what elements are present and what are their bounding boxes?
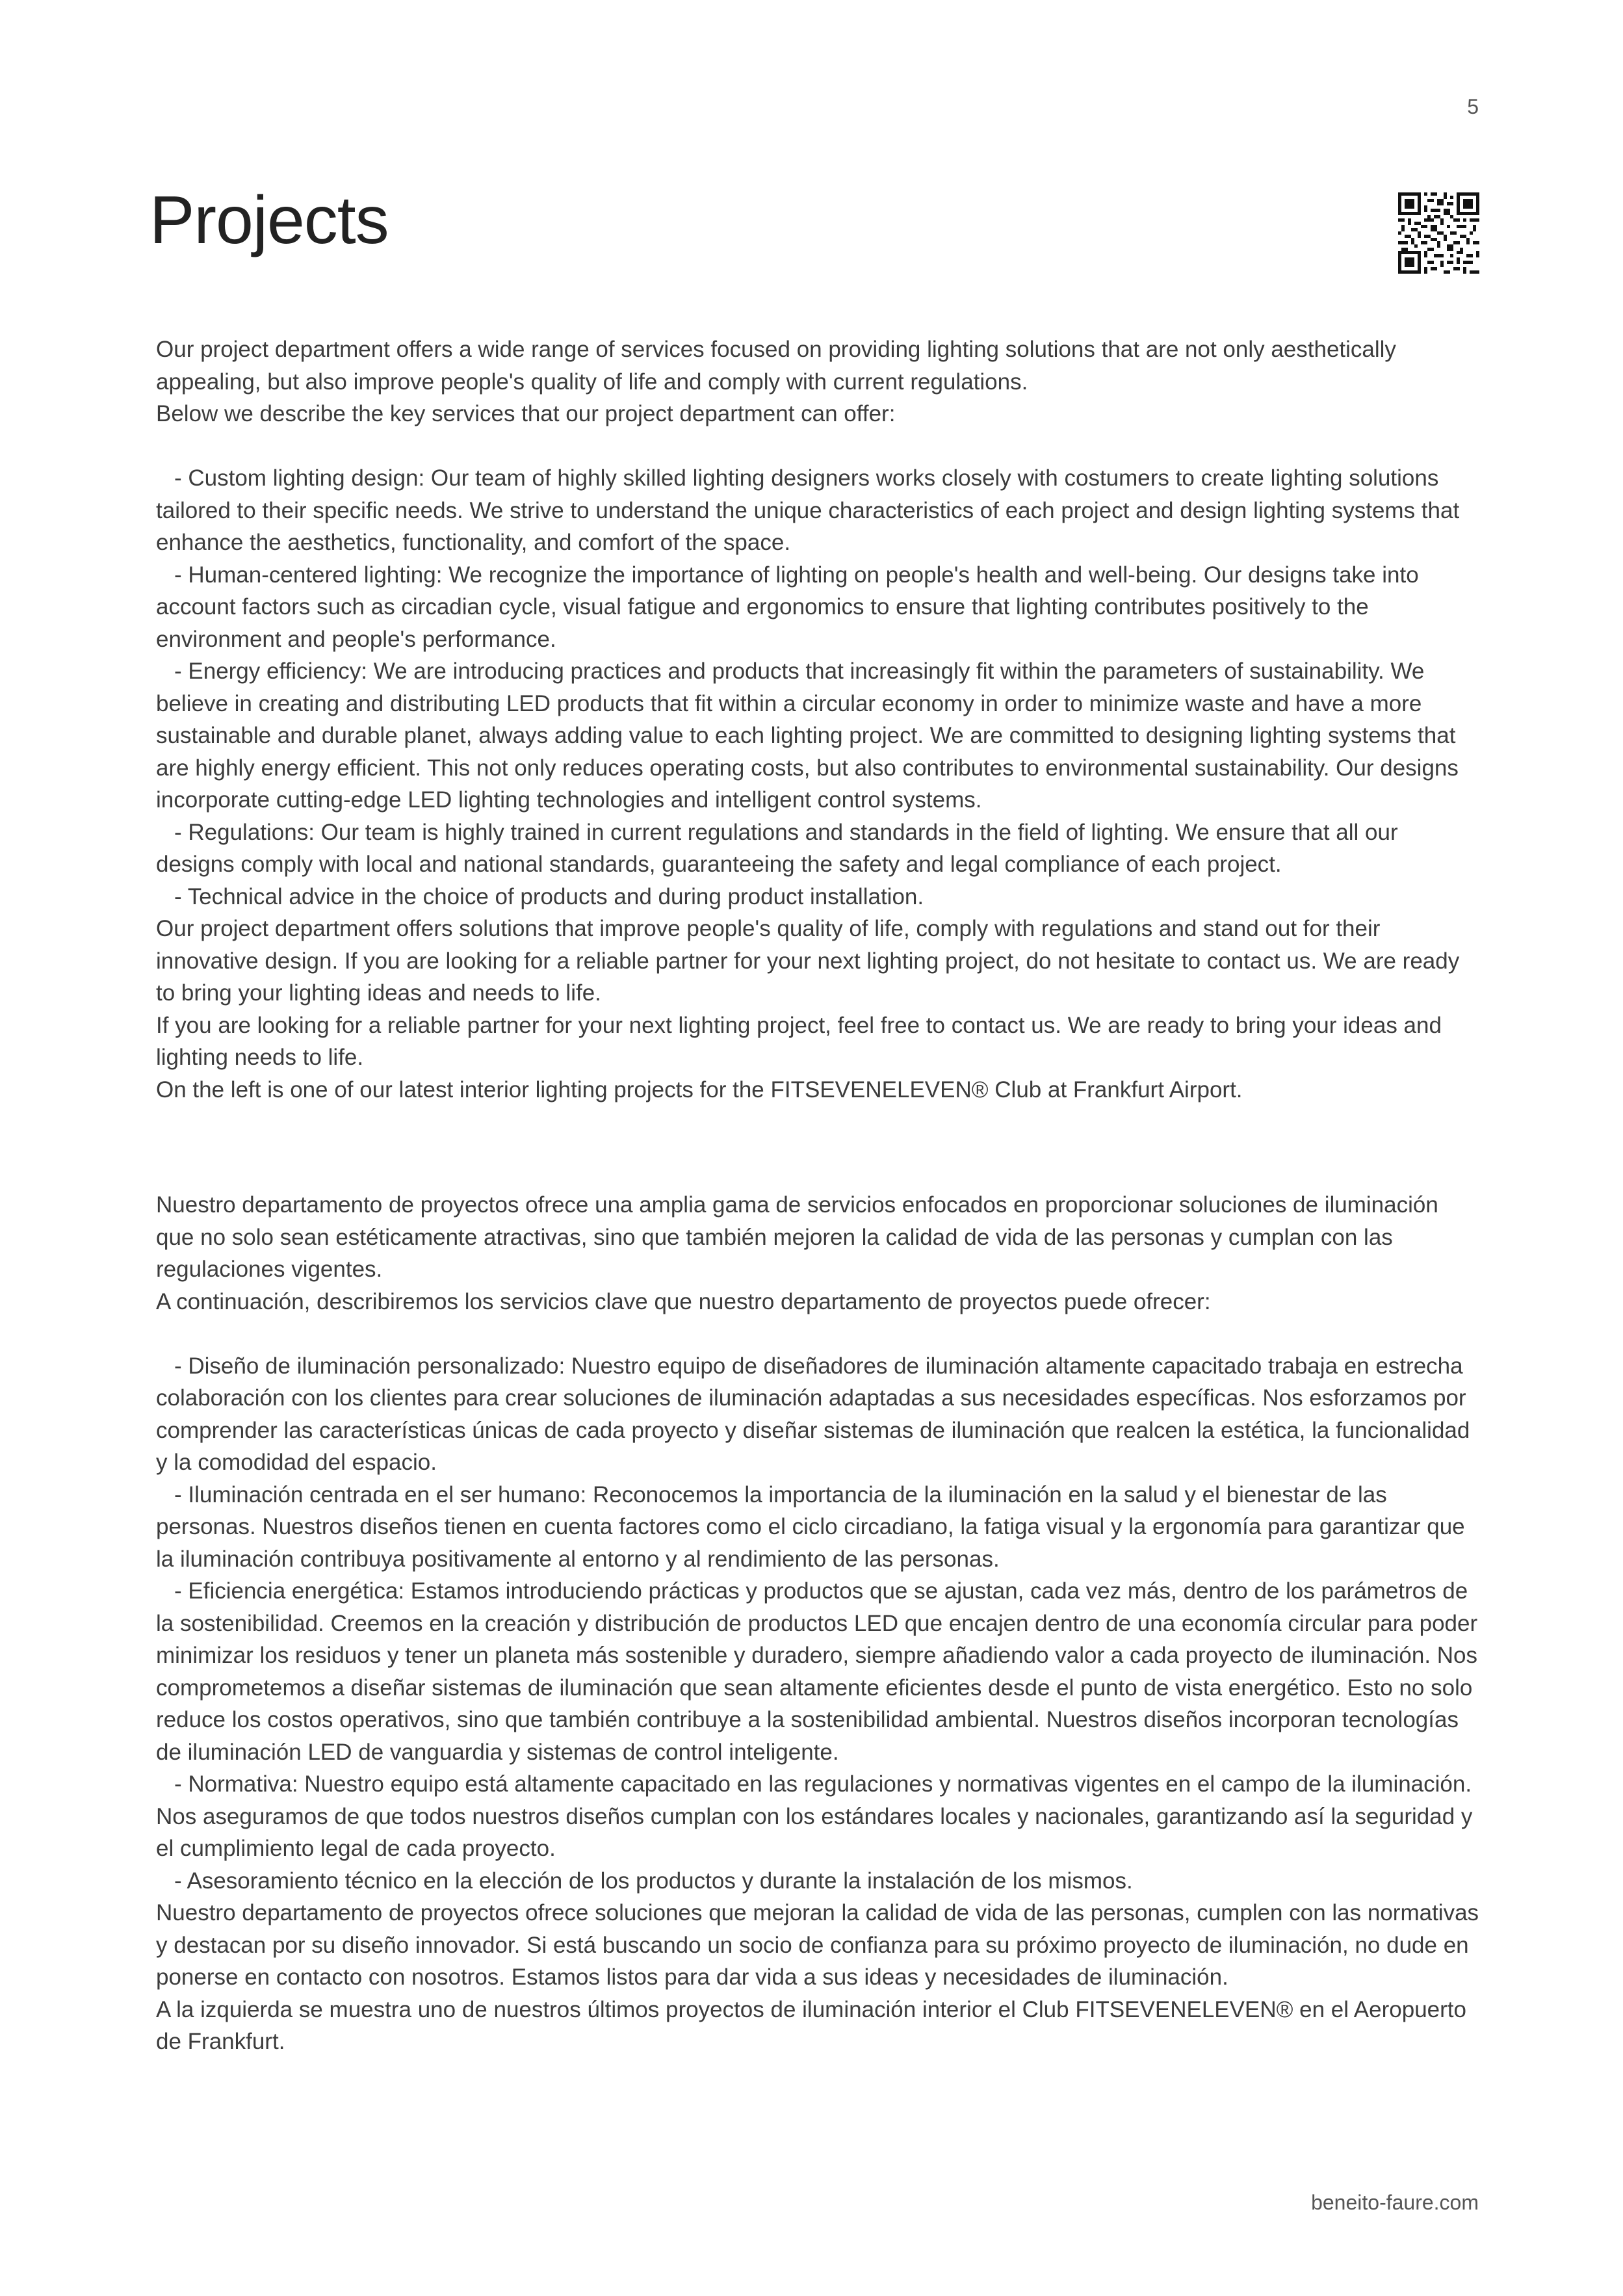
english-service-item: - Technical advice in the choice of products and during product installation. <box>174 883 924 909</box>
spanish-closing-2: A la izquierda se muestra uno de nuestros últimos proyectos de iluminación interior el Club FITSEVENELEVEN® en el Aeropuerto de Frankfurt. <box>156 1996 1466 2054</box>
spanish-intro-2: A continuación, describiremos los servicios clave que nuestro departamento de proyectos puede ofrecer: <box>156 1288 1211 1314</box>
spanish-service-item: - Diseño de iluminación personalizado: Nuestro equipo de diseñadores de iluminación altamente capacitado trabaja en estrecha colaboración con los clientes para crear soluciones de iluminación adaptadas a sus necesidades específicas. Nos esforzamos por comprender las características únicas de cada proyecto y diseñar sistemas de iluminación que realcen la estética, la funcionalidad y la comodidad del espacio. <box>156 1353 1470 1475</box>
qr-code-icon[interactable] <box>1398 192 1479 274</box>
spacer <box>156 1318 1482 1350</box>
spanish-section <box>156 1189 1482 2058</box>
english-service-item: - Custom lighting design: Our team of highly skilled lighting designers works closely with costumers to create lighting solutions tailored to their specific needs. We strive to understand the unique characteristics of each project and design lighting systems that enhance the aesthetics, functionality, and comfort of the space. <box>156 465 1460 555</box>
page-title: Projects <box>149 183 389 258</box>
english-closing-2: If you are looking for a reliable partner for your next lighting project, feel free to contact us. We are ready to bring your ideas and lighting needs to life. <box>156 1012 1442 1070</box>
english-service-item: - Energy efficiency: We are introducing practices and products that increasingly fit within the parameters of sustainability. We believe in creating and distributing LED products that fit within a circular economy in order to minimize waste and have a more sustainable and durable planet, always adding value to each lighting project. We are committed to designing lighting systems that are highly energy efficient. This not only reduces operating costs, but also contributes to environmental sustainability. Our designs incorporate cutting-edge LED lighting technologies and intelligent control systems. <box>156 659 1459 813</box>
footer-website-link[interactable]: beneito-faure.com <box>1311 2191 1479 2214</box>
spanish-service-item: - Normativa: Nuestro equipo está altamente capacitado en las regulaciones y normativas vigentes en el campo de la iluminación. Nos aseguramos de que todos nuestros diseños cumplan con los estándares locales y nacionales, garantizando así la seguridad y el cumplimiento legal de cada proyecto. <box>156 1771 1473 1861</box>
english-intro-1: Our project department offers a wide range of services focused on providing lighting solutions that are not only aesthetically appealing, but also improve people's quality of life and comply with current regulations. <box>156 337 1396 395</box>
english-closing-3: On the left is one of our latest interior lighting projects for the FITSEVENELEVEN® Club at Frankfurt Airport. <box>156 1076 1243 1102</box>
english-section <box>156 333 1482 1106</box>
english-closing-1: Our project department offers solutions that improve people's quality of life, comply with regulations and stand out for their innovative design. If you are looking for a reliable partner for your next lighting project, do not hesitate to contact us. We are ready to bring your lighting ideas and needs to life. <box>156 916 1460 1006</box>
spacer <box>156 430 1482 463</box>
english-service-item: - Human-centered lighting: We recognize the importance of lighting on people's health and well-being. Our designs take into account factors such as circadian cycle, visual fatigue and ergonomics to ensure that lighting contributes positively to the environment and people's performance. <box>156 562 1419 652</box>
page-number: 5 <box>1467 95 1479 118</box>
spanish-closing-1: Nuestro departamento de proyectos ofrece soluciones que mejoran la calidad de vida de las personas, cumplen con las normativas y destacan por su diseño innovador. Si está buscando un socio de confianza para su próximo proyecto de iluminación, no dude en ponerse en contacto con nosotros. Estamos listos para dar vida a sus ideas y necesidades de iluminación. <box>156 1900 1479 1990</box>
english-service-item: - Regulations: Our team is highly trained in current regulations and standards in the field of lighting. We ensure that all our designs comply with local and national standards, guaranteeing the safety and legal compliance of each project. <box>156 819 1398 877</box>
english-intro-2: Below we describe the key services that our project department can offer: <box>156 401 896 426</box>
spanish-service-item: - Asesoramiento técnico en la elección de los productos y durante la instalación de los mismos. <box>174 1868 1133 1894</box>
spanish-service-item: - Eficiencia energética: Estamos introduciendo prácticas y productos que se ajustan, cada vez más, dentro de los parámetros de la sostenibilidad. Creemos en la creación y distribución de productos LED que encajen dentro de una economía circular para poder minimizar los residuos y tener un planeta más sostenible y duradero, siempre añadiendo valor a cada proyecto de iluminación. Nos comprometemos a diseñar sistemas de iluminación que sean altamente eficientes desde el punto de vista energético. Esto no solo reduce los costos operativos, sino que también contribuye a la sostenibilidad ambiental. Nuestros diseños incorporan tecnologías de iluminación LED de vanguardia y sistemas de control inteligente. <box>156 1578 1478 1765</box>
spanish-service-item: - Iluminación centrada en el ser humano: Reconocemos la importancia de la iluminación en la salud y el bienestar de las personas. Nuestros diseños tienen en cuenta factores como el ciclo circadiano, la fatiga visual y la ergonomía para garantizar que la iluminación contribuya positivamente al entorno y al rendimiento de las personas. <box>156 1481 1465 1572</box>
spanish-intro-1: Nuestro departamento de proyectos ofrece una amplia gama de servicios enfocados en proporcionar soluciones de iluminación que no solo sean estéticamente atractivas, sino que también mejoren la calidad de vida de las personas y cumplan con las regulaciones vigentes. <box>156 1192 1438 1282</box>
